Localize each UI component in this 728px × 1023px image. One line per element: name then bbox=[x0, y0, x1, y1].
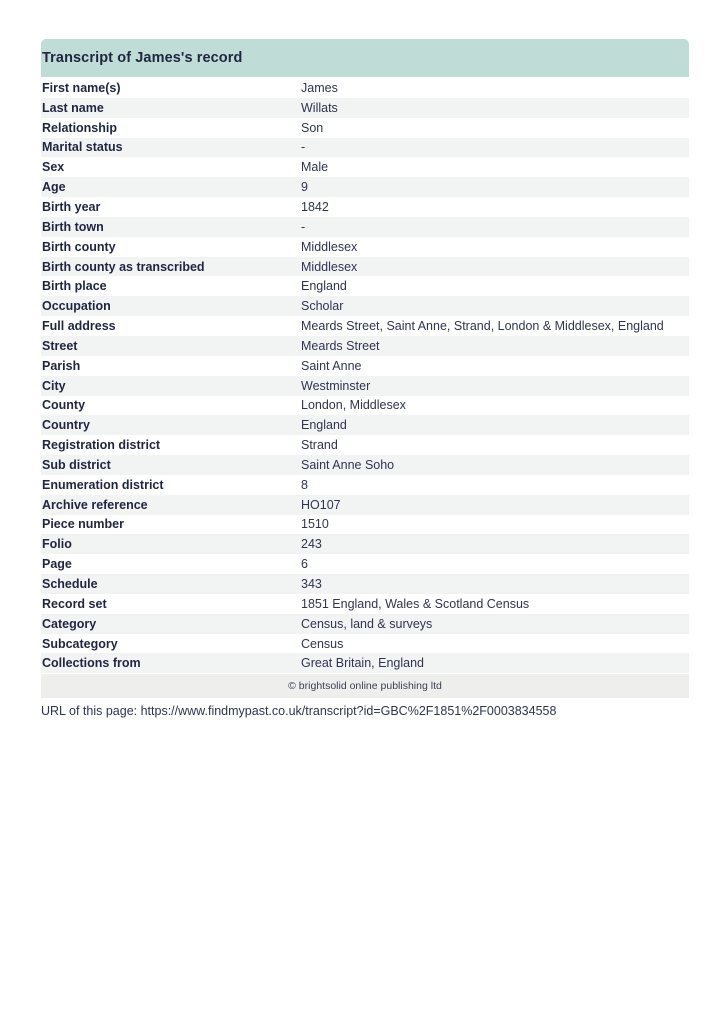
field-row bbox=[41, 336, 689, 356]
field-label: Schedule bbox=[42, 577, 98, 592]
field-row bbox=[41, 634, 689, 654]
field-row bbox=[41, 237, 689, 257]
field-label: Relationship bbox=[42, 120, 118, 135]
field-value: Son bbox=[301, 120, 324, 135]
field-label: Category bbox=[42, 616, 97, 631]
field-value: Saint Anne bbox=[301, 358, 362, 373]
field-label: Parish bbox=[42, 358, 81, 373]
field-label: Archive reference bbox=[42, 497, 148, 512]
field-row bbox=[41, 78, 689, 98]
field-label: Birth place bbox=[42, 279, 107, 294]
field-value: Meards Street bbox=[301, 338, 380, 353]
page-url-text: URL of this page: https://www.findmypast.co.uk/transcript?id=GBC%2F1851%2F0003834558 bbox=[41, 704, 557, 718]
field-value: 6 bbox=[301, 557, 308, 572]
field-row bbox=[41, 475, 689, 495]
field-value: HO107 bbox=[301, 497, 341, 512]
field-label: County bbox=[42, 398, 86, 413]
field-row bbox=[41, 217, 689, 237]
field-row bbox=[41, 554, 689, 574]
field-row bbox=[41, 276, 689, 296]
field-row bbox=[41, 435, 689, 455]
field-label: Birth county as transcribed bbox=[42, 259, 205, 274]
field-row bbox=[41, 495, 689, 515]
field-value: - bbox=[301, 140, 306, 155]
copyright-text: © brightsolid online publishing ltd bbox=[288, 680, 442, 693]
field-label: Record set bbox=[42, 596, 107, 611]
field-row bbox=[41, 296, 689, 316]
field-row bbox=[41, 396, 689, 416]
field-value: 8 bbox=[301, 477, 308, 492]
field-label: Sex bbox=[42, 160, 65, 175]
field-row bbox=[41, 415, 689, 435]
field-row bbox=[41, 515, 689, 535]
page-title: Transcript of James's record bbox=[42, 50, 243, 66]
field-row bbox=[41, 257, 689, 277]
field-label: Birth year bbox=[42, 199, 101, 214]
field-label: Birth town bbox=[42, 219, 104, 234]
field-label: Collections from bbox=[42, 656, 141, 671]
field-row bbox=[41, 653, 689, 673]
field-row bbox=[41, 157, 689, 177]
field-value: Willats bbox=[301, 100, 338, 115]
field-value: Scholar bbox=[301, 299, 344, 314]
field-label: Marital status bbox=[42, 140, 123, 155]
field-row bbox=[41, 197, 689, 217]
field-row bbox=[41, 138, 689, 158]
field-value: Great Britain, England bbox=[301, 656, 424, 671]
field-row bbox=[41, 118, 689, 138]
field-value: 343 bbox=[301, 577, 322, 592]
field-value: 1510 bbox=[301, 517, 329, 532]
field-label: Sub district bbox=[42, 457, 111, 472]
field-value: 1851 England, Wales & Scotland Census bbox=[301, 596, 530, 611]
field-label: Page bbox=[42, 557, 72, 572]
copyright-footer bbox=[41, 674, 689, 698]
field-label: First name(s) bbox=[42, 80, 121, 95]
field-row bbox=[41, 98, 689, 118]
transcript-card bbox=[41, 39, 689, 698]
field-label: Birth county bbox=[42, 239, 116, 254]
field-label: Last name bbox=[42, 100, 104, 115]
field-label: Registration district bbox=[42, 438, 161, 453]
field-value: 243 bbox=[301, 537, 322, 552]
field-value: Saint Anne Soho bbox=[301, 457, 395, 472]
field-value: England bbox=[301, 279, 347, 294]
field-value: Middlesex bbox=[301, 239, 358, 254]
field-label: Age bbox=[42, 180, 66, 195]
field-row bbox=[41, 574, 689, 594]
field-value: Census bbox=[301, 636, 344, 651]
field-label: City bbox=[42, 378, 66, 393]
field-value: - bbox=[301, 219, 306, 234]
field-row bbox=[41, 376, 689, 396]
field-value: Male bbox=[301, 160, 329, 175]
field-value: Westminster bbox=[301, 378, 371, 393]
field-value: James bbox=[301, 80, 338, 95]
field-row bbox=[41, 594, 689, 614]
field-label: Street bbox=[42, 338, 78, 353]
field-value: Census, land & surveys bbox=[301, 616, 433, 631]
field-value: London, Middlesex bbox=[301, 398, 406, 413]
field-label: Folio bbox=[42, 537, 72, 552]
record-fields-table bbox=[41, 78, 689, 673]
field-label: Subcategory bbox=[42, 636, 118, 651]
field-value: Meards Street, Saint Anne, Strand, London & Middlesex, England bbox=[301, 319, 664, 334]
field-row bbox=[41, 614, 689, 634]
field-label: Full address bbox=[42, 319, 116, 334]
field-row bbox=[41, 455, 689, 475]
field-label: Country bbox=[42, 418, 90, 433]
field-row bbox=[41, 177, 689, 197]
card-header bbox=[41, 39, 689, 77]
field-label: Piece number bbox=[42, 517, 124, 532]
field-label: Occupation bbox=[42, 299, 111, 314]
field-value: England bbox=[301, 418, 347, 433]
field-row bbox=[41, 356, 689, 376]
field-value: 9 bbox=[301, 180, 308, 195]
field-value: Middlesex bbox=[301, 259, 358, 274]
field-label: Enumeration district bbox=[42, 477, 164, 492]
field-row bbox=[41, 534, 689, 554]
field-row bbox=[41, 316, 689, 336]
field-value: Strand bbox=[301, 438, 338, 453]
field-value: 1842 bbox=[301, 199, 329, 214]
